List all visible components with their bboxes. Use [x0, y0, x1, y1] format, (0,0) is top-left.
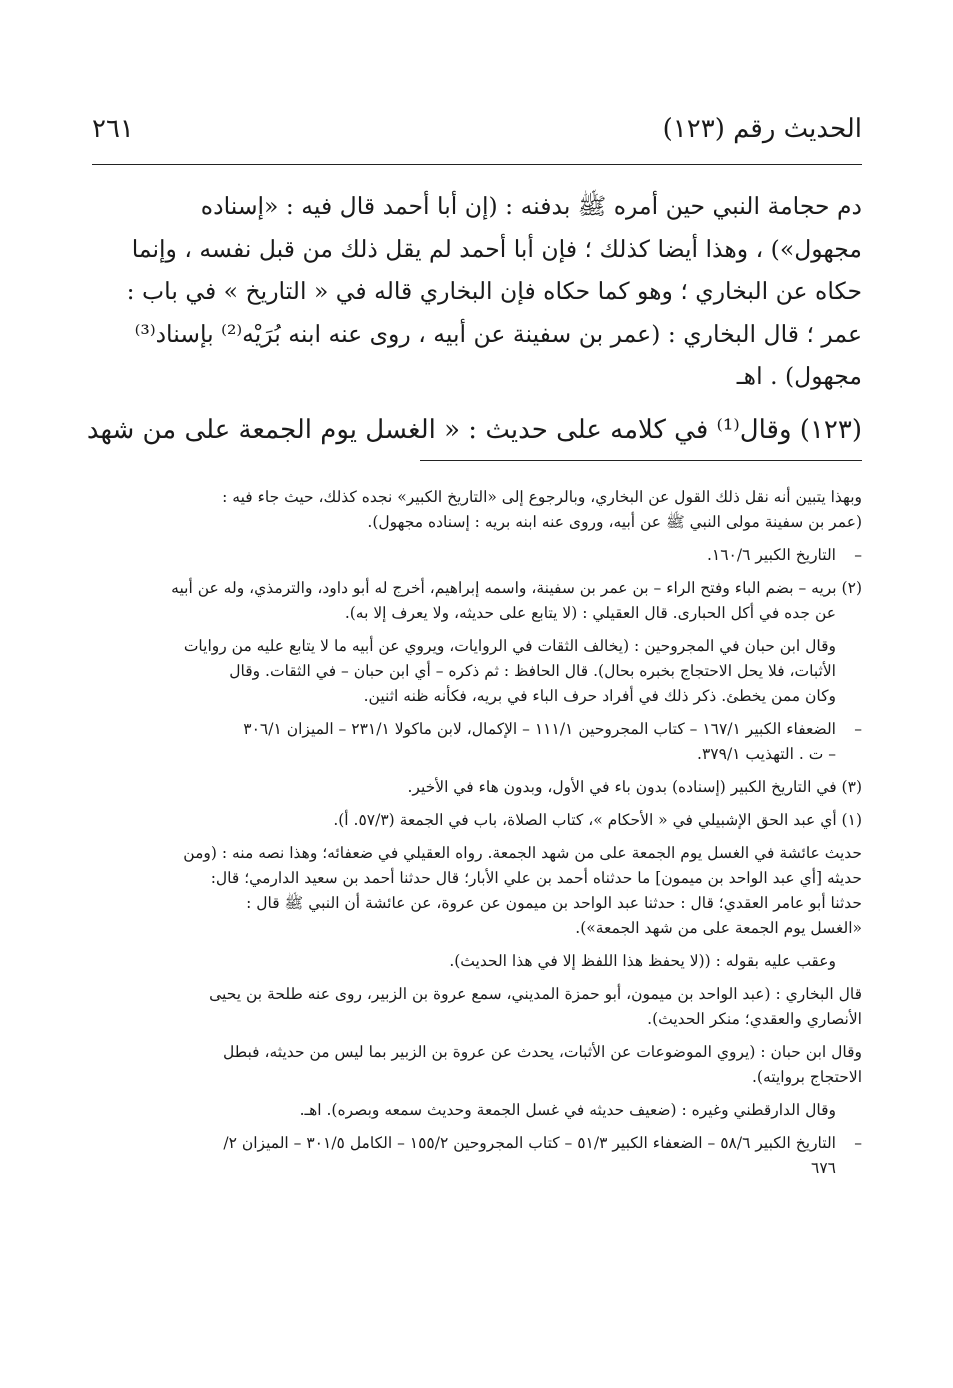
footnote-line: وقال الدارقطني وغيره : (ضعيف حديثه في غسل الجمعة وحديث سمعه وبصره). اهـ. — [299, 1100, 836, 1119]
main-text-line: مجهول) . اهـ — [736, 362, 862, 390]
footnote-line: (٢) بريه – بضم الباء وفتح الراء – بن عمر بن سفينة، واسمه إبراهيم، أخرج له أبو داود، والترمذي، وله عن أبيه — [171, 578, 862, 597]
footnote-3 — [92, 775, 862, 800]
footnotes — [92, 485, 862, 1181]
footnote-line: الضعفاء الكبير ١٦٧/١ – كتاب المجروحين ١١١/١ – الإكمال، لابن ماكولا ٢٣١/١ – الميزان ٣٠٦/١ — [243, 719, 836, 738]
footnote-line: عن جده في أكل الحبارى. قال العقيلي : (لا يتابع على حديثه، ولا يعرف إلا به). — [344, 603, 836, 622]
footnote-line: وقال ابن حبان : (يروي الموضوعات عن الأثبات، يحدث عن عروة بن الزبير بما ليس من حديثه، فبطل — [223, 1042, 862, 1061]
reference-list-item — [92, 1131, 862, 1181]
footnote-line: «الغسل يوم الجمعة على من شهد الجمعة»). — [575, 918, 862, 937]
footnote-line: حديث عائشة في الغسل يوم الجمعة على من شهد الجمعة. رواه العقيلي في ضعفائه؛ وهذا نصه منه : (ومن — [183, 843, 862, 862]
footnote-line: – ت . التهذيب ٣٧٩/١. — [697, 744, 836, 763]
footnote-block — [92, 1040, 862, 1090]
page-header — [92, 100, 862, 165]
main-text-line: حكاه عن البخاري ؛ وهو كما حكاه فإن البخاري قاله في « التاريخ » في باب : — [126, 277, 862, 305]
footnote-line: التاريخ الكبير ٥٨/٦ – الضعفاء الكبير ٥١/٣ – كتاب المجروحين ١٥٥/٢ – الكامل ٣٠١/٥ – الميزان ٢/ — [223, 1133, 836, 1152]
document-page — [86, 100, 862, 1189]
footnote-line: وبهذا يتبين أنه نقل ذلك القول عن البخاري، وبالرجوع إلى «التاريخ الكبير» نجده كذلك، حيث جاء فيه : — [222, 487, 862, 506]
footnote-line: (١) أي عبد الحق الإشبيلي في « الأحكام »، كتاب الصلاة، باب في الجمعة (٥٧/٣. أ). — [333, 810, 862, 829]
page-number: ٢٦١ — [92, 114, 134, 144]
main-text-line: مجهول») ، وهذا أيضا كذلك ؛ فإن أبا أحمد لم يقل ذلك من قبل نفسه ، وإنما — [131, 234, 862, 263]
footnote-line: قال البخاري : (عبد الواحد بن ميمون، أبو حمزة المديني، سمع عروة بن الزبير، روى عنه طلحة بن يحيى — [209, 984, 862, 1003]
list-dash: – — [854, 1133, 862, 1152]
footnote-line: حديثه [أي عبد الواحد بن ميمون] ما حدثناه أحمد بن علي الأبار؛ قال حدثنا أحمد بن سعيد الدارمي؛ قال: — [210, 868, 862, 887]
footnote-line: وعقب عليه بقوله : ((لا يحفظ هذا اللفظ إلا في هذا الحديث). — [449, 951, 836, 970]
footnote-line: الأثبات، فلا يحل الاحتجاج بخبره بحال). قال الحافظ : ثم ذكره – أي ابن حبان – في الثقات. وقال — [229, 661, 836, 680]
main-text-line: دم حجامة النبي حين أمره ﷺ بدفنه : (إن أبا أحمد قال فيه : «إسناده — [200, 192, 862, 220]
footnote-1 — [92, 808, 862, 833]
footnote-line: ٦٧٦ — [811, 1158, 836, 1177]
main-text — [92, 185, 862, 398]
list-dash: – — [854, 545, 862, 564]
footnote-line: الأنصاري والعقدي؛ منكر الحديث). — [647, 1009, 862, 1028]
footnote-block — [92, 841, 862, 941]
footnote-line: وقال ابن حبان في المجروحين : (يخالف الثقات في الروايات، ويروي عن أبيه ما لا يتابع عليه من روايات — [183, 636, 836, 655]
reference-list-item — [92, 543, 862, 568]
footnote-line: التاريخ الكبير ١٦٠/٦. — [706, 545, 836, 564]
footnote-line: (٣) في التاريخ الكبير (إسناده) بدون باء في الأول، وبدون هاء في الأخير. — [407, 777, 862, 796]
footnote-block — [92, 949, 862, 974]
reference-list-item — [92, 717, 862, 767]
footnote-line: (عمر بن سفينة مولى النبي ﷺ عن أبيه، وروى عنه ابنه بريه : إسناده مجهول). — [367, 512, 862, 531]
footnote-block — [92, 485, 862, 535]
running-title: الحديث رقم (١٢٣) — [662, 114, 862, 144]
footnote-line: حدثنا أبو عامر العقدي؛ قال : حدثنا عبد الواحد بن ميمون عن عروة، عن عائشة أن النبي ﷺ قال : — [246, 893, 862, 912]
footnote-block — [92, 982, 862, 1032]
section-heading-text: (١٢٣) وقال⁽¹⁾ في كلامه على حديث : « الغسل يوم الجمعة على من شهد — [86, 414, 862, 445]
footnote-2 — [92, 576, 862, 626]
main-text-line: عمر ؛ قال البخاري : (عمر بن سفينة عن أبيه ، روى عنه ابنه بُرَيْه⁽²⁾ بإسناد⁽³⁾ — [134, 319, 862, 348]
footnote-block — [92, 634, 862, 709]
footnote-line: الاحتجاج بروايته). — [752, 1067, 862, 1086]
section-heading — [86, 410, 862, 461]
list-dash: – — [854, 719, 862, 738]
footnote-line: وكان ممن يخطئ. ذكر ذلك في أفراد حرف الباء في بريه، فكأنه ظنه اثنين. — [363, 686, 836, 705]
footnote-block — [92, 1098, 862, 1123]
